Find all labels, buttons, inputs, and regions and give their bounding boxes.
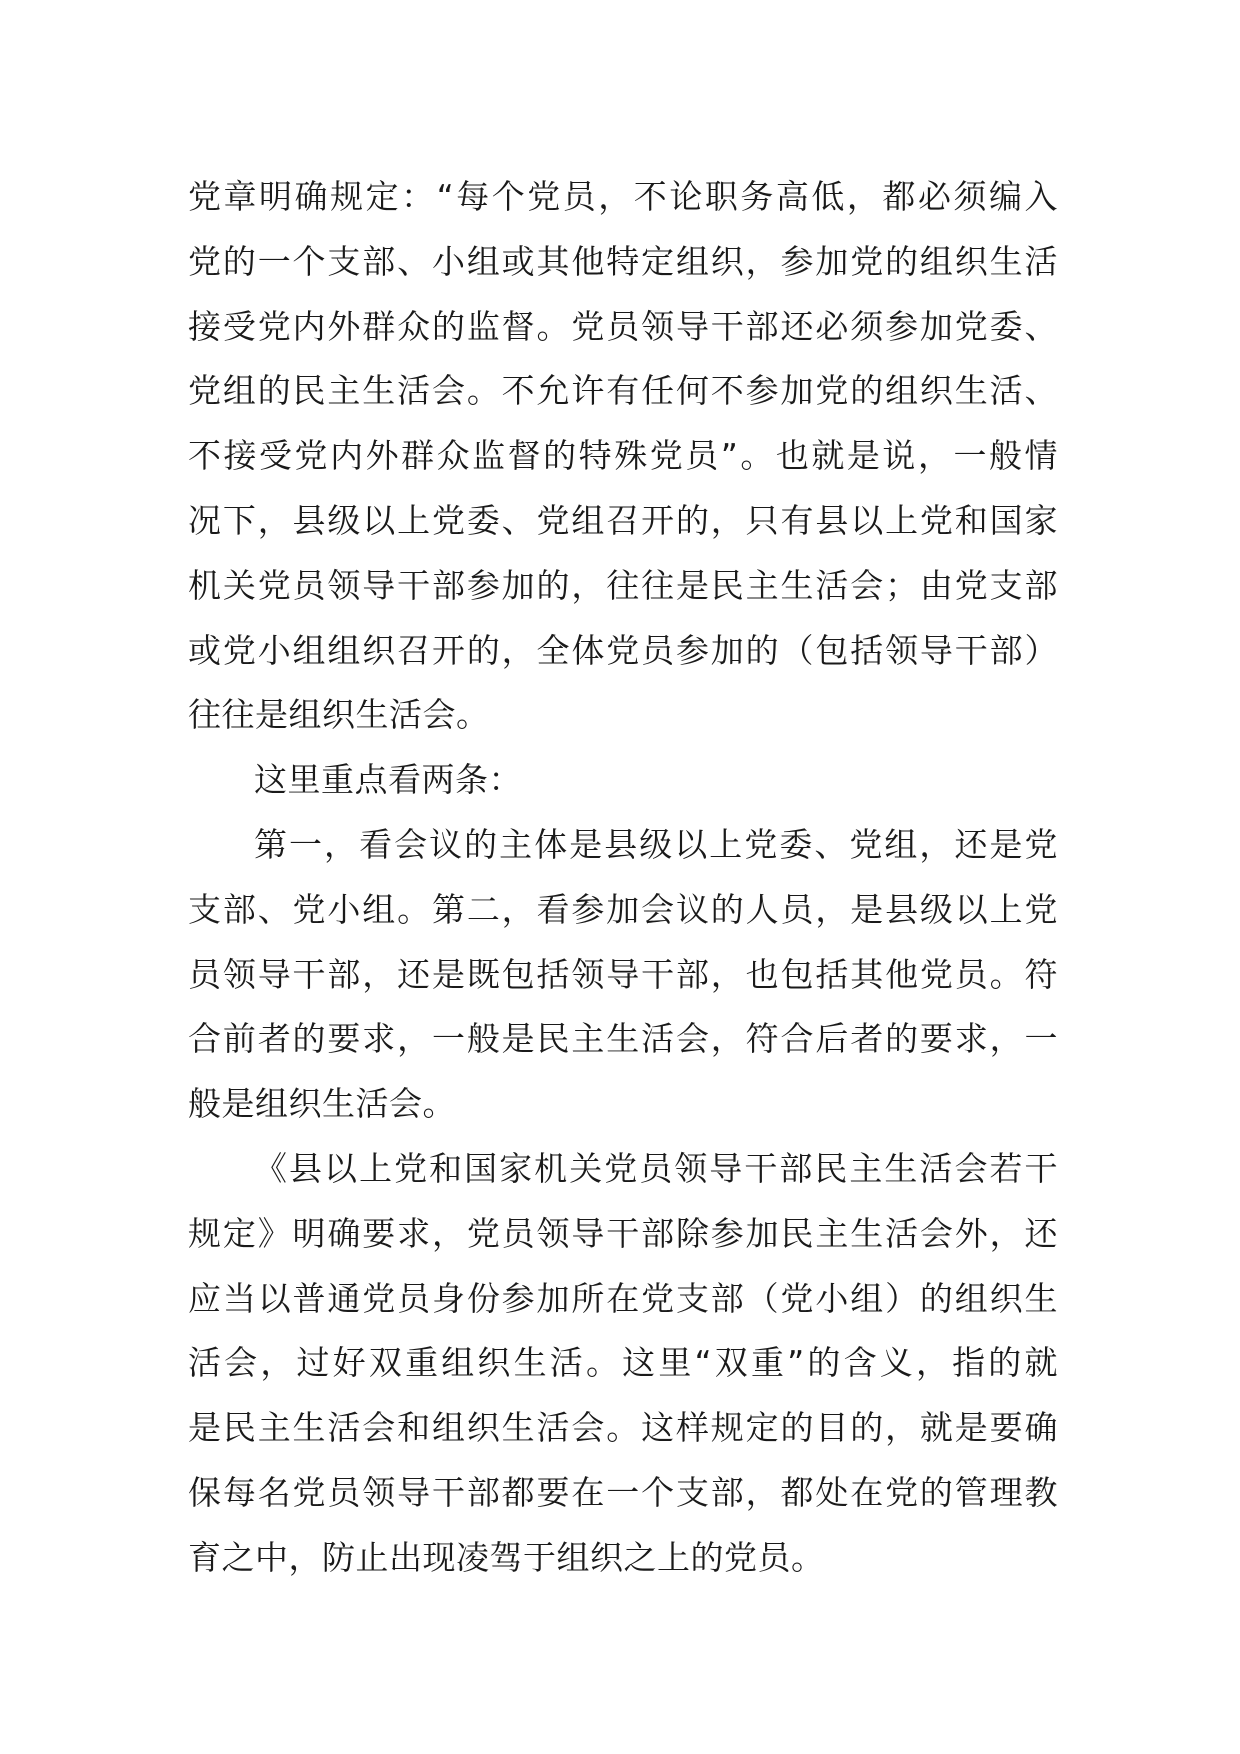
text-line: 般是组织生活会。 (188, 1084, 456, 1124)
paragraph (188, 748, 1058, 813)
text-line: 《县以上党和国家机关党员领导干部民主生活会若干 (254, 1148, 1058, 1188)
document-body (188, 165, 1058, 1591)
text-line: 机关党员领导干部参加的，往往是民主生活会；由党支部 (188, 565, 1058, 605)
text-line: 况下，县级以上党委、党组召开的，只有县以上党和国家 (188, 500, 1058, 540)
text-line: 活会，过好双重组织生活。这里“双重”的含义，指的就 (188, 1343, 1058, 1383)
text-line: 支部、党小组。第二，看参加会议的人员，是县级以上党 (188, 889, 1058, 929)
text-line: 应当以普通党员身份参加所在党支部（党小组）的组织生 (188, 1278, 1058, 1318)
paragraph (188, 165, 1058, 748)
text-line: 党的一个支部、小组或其他特定组织，参加党的组织生活 (188, 241, 1058, 281)
text-line: 规定》明确要求，党员领导干部除参加民主生活会外，还 (188, 1213, 1058, 1253)
text-line: 或党小组组织召开的，全体党员参加的（包括领导干部） (188, 630, 1058, 670)
text-line: 不接受党内外群众监督的特殊党员”。也就是说，一般情 (188, 436, 1058, 476)
text-line: 党组的民主生活会。不允许有任何不参加党的组织生活、 (188, 371, 1058, 411)
text-line: 第一，看会议的主体是县级以上党委、党组，还是党 (254, 824, 1058, 864)
text-line: 合前者的要求，一般是民主生活会，符合后者的要求，一 (188, 1019, 1058, 1059)
text-line: 保每名党员领导干部都要在一个支部，都处在党的管理教 (188, 1472, 1058, 1512)
text-line: 员领导干部，还是既包括领导干部，也包括其他党员。符 (188, 954, 1058, 994)
text-line: 这里重点看两条： (254, 760, 522, 800)
text-line: 育之中，防止出现凌驾于组织之上的党员。 (188, 1537, 825, 1577)
text-line: 往往是组织生活会。 (188, 695, 490, 735)
text-line: 是民主生活会和组织生活会。这样规定的目的，就是要确 (188, 1408, 1058, 1448)
text-line: 党章明确规定：“每个党员，不论职务高低，都必须编入 (188, 177, 1058, 216)
paragraph (188, 813, 1058, 1137)
paragraph (188, 1137, 1058, 1591)
text-line: 接受党内外群众的监督。党员领导干部还必须参加党委、 (188, 306, 1058, 346)
